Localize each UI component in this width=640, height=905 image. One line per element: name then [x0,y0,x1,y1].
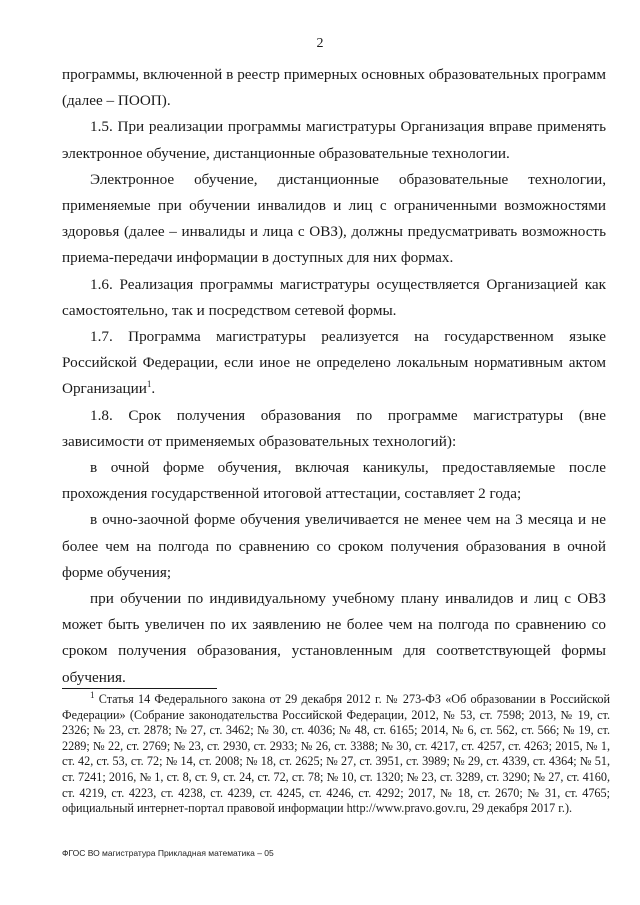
paragraph-individual-plan: при обучении по индивидуальному учебному плану инвалидов и лиц с ОВЗ может быть увеличен по их заявлению не более чем на полгода по сравнению со сроком получения образования, установленным для соответствующей формы обучения. [62,590,606,686]
paragraph-1-5: 1.5. При реализации программы магистратуры Организация вправе применять электронное обучение, дистанционные образовательные технологии. [62,118,606,162]
paragraph-1-8: 1.8. Срок получения образования по программе магистратуры (вне зависимости от применяемых образовательных технологий): [62,406,606,450]
paragraph-1-6: 1.6. Реализация программы магистратуры осуществляется Организацией как самостоятельно, так и посредством сетевой формы. [62,275,606,319]
page-footer: ФГОС ВО магистратура Прикладная математика – 05 [62,848,274,858]
document-body [62,62,606,691]
page-number: 2 [316,36,324,51]
paragraph-continuation: программы, включенной в реестр примерных основных образовательных программ (далее – ПООП). [62,66,606,110]
paragraph-1-7 [62,324,606,403]
footnote-reference[interactable]: 1 [146,379,152,390]
paragraph-part-time: в очно-заочной форме обучения увеличивается не менее чем на 3 месяца и не более чем на полгода по сравнению со сроком получения образования в очной форме обучения; [62,511,606,581]
paragraph-e-learning: Электронное обучение, дистанционные образовательные технологии, применяемые при обучении инвалидов и лиц с ограниченными возможностями здоровья (далее – инвалиды и лица с ОВЗ), должны предусматривать возможность приема-передачи информации в доступных для них формах. [62,170,606,267]
paragraph-1-7-text: 1.7. Программа магистратуры реализуется на государственном языке Российской Федерации, если иное не определено локальным нормативным актом Организации [62,328,606,398]
paragraph-full-time: в очной форме обучения, включая каникулы, предоставляемые после прохождения государственной итоговой аттестации, составляет 2 года; [62,459,606,503]
footnote-marker: 1 [90,689,95,700]
footnote [62,689,611,817]
paragraph-1-7-end: . [151,380,156,398]
footnote-separator [62,688,217,689]
footnote-text: Статья 14 Федерального закона от 29 декабря 2012 г. № 273-ФЗ «Об образовании в Российской Федерации» (Собрание законодательства Российской Федерации, 2012, № 53, ст. 7598; 2013, № 19, ст. 2326; № 23, ст. 2878; № 27, ст. 3462; № 30, ст. 4036; № 48, ст. 6165; 2014, № 6, ст. 562, ст. 566; № 19, ст. 2289; № 22, ст. 2769; № 23, ст. 2930, ст. 2933; № 26, ст. 3388; № 30, ст. 4217, ст. 4257, ст. 4263; 2015, № 1, ст. 42, ст. 53, ст. 72; № 14, ст. 2008; № 18, ст. 2625; № 27, ст. 3951, ст. 3989; № 29, ст. 4339, ст. 4364; № 51, ст. 7241; 2016, № 1, ст. 8, ст. 9, ст. 24, ст. 72, ст. 78; № 10, ст. 1320; № 23, ст. 3289, ст. 3290; № 27, ст. 4160, ст. 4219, ст. 4223, ст. 4238, ст. 4239, ст. 4245, ст. 4246, ст. 4292; 2017, № 18, ст. 2670; № 31, ст. 4765; официальный интернет-портал правовой информации http://www.pravo.gov.ru, 29 декабря 2017 г.). [62,692,611,816]
